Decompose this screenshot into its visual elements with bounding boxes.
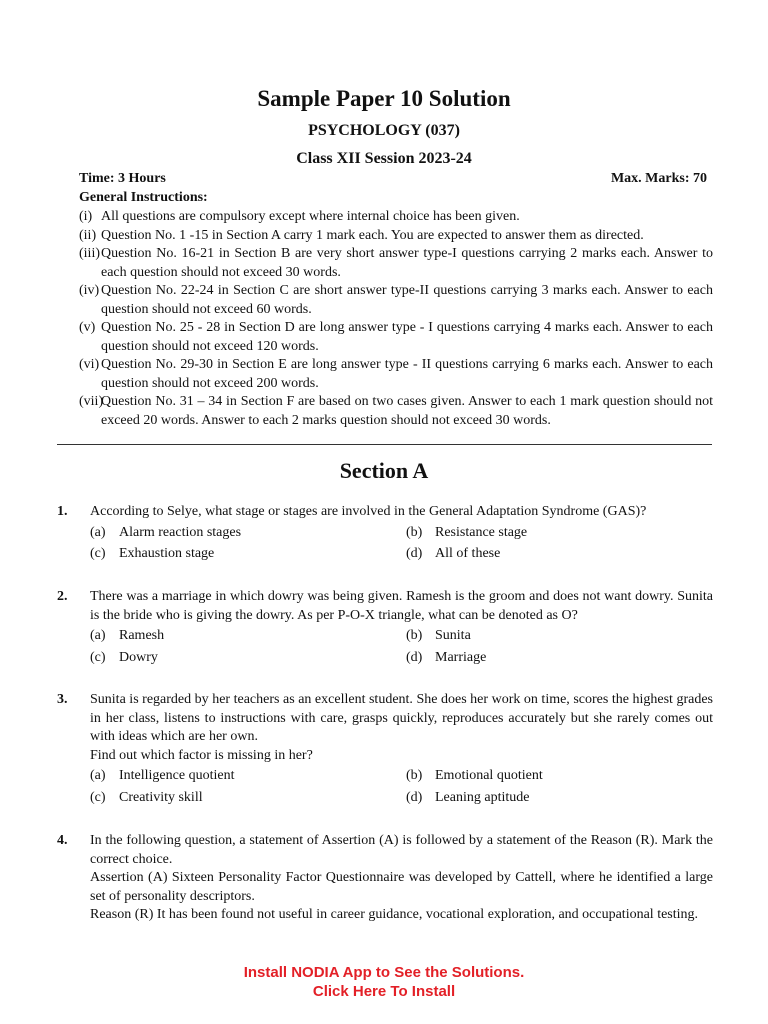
- question-number: 3.: [57, 692, 68, 707]
- question-prompt: Find out which factor is missing in her?: [90, 747, 313, 763]
- option-text: Resistance stage: [435, 524, 528, 540]
- option-label: (b): [406, 628, 423, 643]
- question-number: 4.: [57, 833, 68, 848]
- instruction-item: [79, 356, 713, 393]
- instruction-text: Question No. 1 -15 in Section A carry 1 mark each. You are expected to answer them as directed.: [101, 227, 644, 243]
- instruction-text: Question No. 31 – 34 in Section F are based on two cases given. Answer to each 1 mark question should not exceed 20 words. Answer to each 2 marks question should not exceed 30 words.: [101, 394, 713, 428]
- instruction-item: [79, 319, 713, 356]
- options: [90, 627, 713, 667]
- option-text: Emotional quotient: [435, 768, 543, 783]
- option-label: (d): [406, 789, 423, 805]
- option-text: Ramesh: [119, 628, 165, 643]
- instruction-number: (iii): [79, 246, 100, 261]
- option-b: [406, 524, 706, 543]
- option-d: [406, 789, 706, 808]
- instruction-text: Question No. 22-24 in Section C are short answer type-II questions carrying 3 marks each. Answer to each question should not exceed 60 words.: [101, 283, 713, 317]
- max-marks-label: Max. Marks: 70: [610, 171, 707, 186]
- option-text: Marriage: [435, 649, 487, 665]
- instruction-text: Question No. 25 - 28 in Section D are long answer type - I questions carrying 4 marks each. Answer to each question should not exceed 120 words.: [101, 320, 713, 354]
- instruction-number: (vii): [79, 394, 104, 409]
- paper-title: Sample Paper 10 Solution: [257, 86, 511, 111]
- subject-heading: PSYCHOLOGY (037): [308, 122, 460, 139]
- instructions-list: [79, 208, 713, 430]
- question-text: There was a marriage in which dowry was being given. Ramesh is the groom and does not want dowry. Sunita is the bride who is giving the dowry. As per P-O-X triangle, what can be denoted as O?: [90, 589, 713, 623]
- instruction-number: (vi): [79, 357, 100, 372]
- option-a: [90, 524, 406, 543]
- option-label: (b): [406, 524, 423, 540]
- instruction-item: [79, 245, 713, 282]
- option-b: [406, 627, 706, 646]
- option-text: All of these: [435, 546, 501, 561]
- option-d: [406, 649, 706, 668]
- install-app-message[interactable]: Install NODIA App to See the Solutions.: [243, 964, 525, 981]
- instruction-number: (i): [79, 209, 93, 224]
- instruction-item: [79, 227, 713, 246]
- option-text: Sunita: [435, 628, 471, 643]
- options: [90, 524, 713, 564]
- option-text: Intelligence quotient: [119, 768, 235, 783]
- reason-text: Reason (R) It has been found not useful in career guidance, vocational exploration, and occupational testing.: [90, 907, 699, 922]
- instruction-text: Question No. 29-30 in Section E are long answer type - II questions carrying 6 marks each. Answer to each question should not exceed 200 words.: [101, 357, 713, 391]
- question-text: Sunita is regarded by her teachers as an excellent student. She does her work on time, scores the highest grades in her class, listens to instructions with care, grasps quickly, reproduces accurately but she rarely comes out with ideas which are her own.: [90, 692, 713, 744]
- time-label: Time: 3 Hours: [79, 171, 166, 186]
- option-label: (a): [90, 524, 106, 540]
- option-label: (c): [90, 546, 106, 561]
- option-label: (c): [90, 789, 106, 805]
- option-label: (a): [90, 628, 106, 643]
- exam-meta: [79, 171, 707, 187]
- option-b: [406, 767, 706, 786]
- question-2: [57, 588, 713, 667]
- option-c: [90, 649, 406, 668]
- option-label: (d): [406, 546, 423, 561]
- option-text: Dowry: [119, 649, 158, 665]
- assertion-text: Assertion (A) Sixteen Personality Factor Questionnaire was developed by Cattell, where he identified a large set of personality descriptors.: [90, 870, 713, 904]
- instruction-item: [79, 282, 713, 319]
- question-1: [57, 503, 713, 564]
- instruction-text: All questions are compulsory except where internal choice has been given.: [101, 209, 520, 224]
- install-app-link[interactable]: Click Here To Install: [312, 983, 456, 1000]
- option-label: (d): [406, 649, 423, 665]
- option-text: Leaning aptitude: [435, 789, 530, 805]
- option-a: [90, 767, 406, 786]
- instruction-number: (v): [79, 320, 96, 335]
- general-instructions-heading: General Instructions:: [79, 190, 208, 205]
- option-text: Alarm reaction stages: [119, 524, 242, 540]
- option-label: (a): [90, 768, 106, 783]
- section-heading: Section A: [339, 458, 429, 483]
- instruction-item: [79, 393, 713, 430]
- instruction-text: Question No. 16-21 in Section B are very short answer type-I questions carrying 2 marks each. Answer to each question should not exceed 30 words.: [101, 246, 713, 280]
- option-label: (b): [406, 768, 423, 783]
- install-app-banner[interactable]: [0, 963, 768, 1001]
- option-text: Exhaustion stage: [119, 546, 215, 561]
- question-number: 1.: [57, 504, 68, 519]
- option-d: [406, 545, 706, 564]
- instruction-number: (iv): [79, 283, 100, 298]
- options: [90, 767, 713, 807]
- section-divider: [57, 444, 712, 445]
- question-3: [57, 691, 713, 807]
- option-c: [90, 545, 406, 564]
- option-c: [90, 789, 406, 808]
- option-label: (c): [90, 649, 106, 665]
- question-text: According to Selye, what stage or stages are involved in the General Adaptation Syndrome (GAS)?: [90, 504, 647, 519]
- question-number: 2.: [57, 589, 68, 604]
- option-a: [90, 627, 406, 646]
- instruction-item: [79, 208, 713, 227]
- instruction-number: (ii): [79, 227, 97, 243]
- option-text: Creativity skill: [119, 789, 203, 805]
- question-4: [57, 832, 713, 925]
- session-heading: Class XII Session 2023-24: [296, 150, 472, 167]
- question-text: In the following question, a statement of Assertion (A) is followed by a statement of the Reason (R). Mark the correct choice.: [90, 833, 713, 867]
